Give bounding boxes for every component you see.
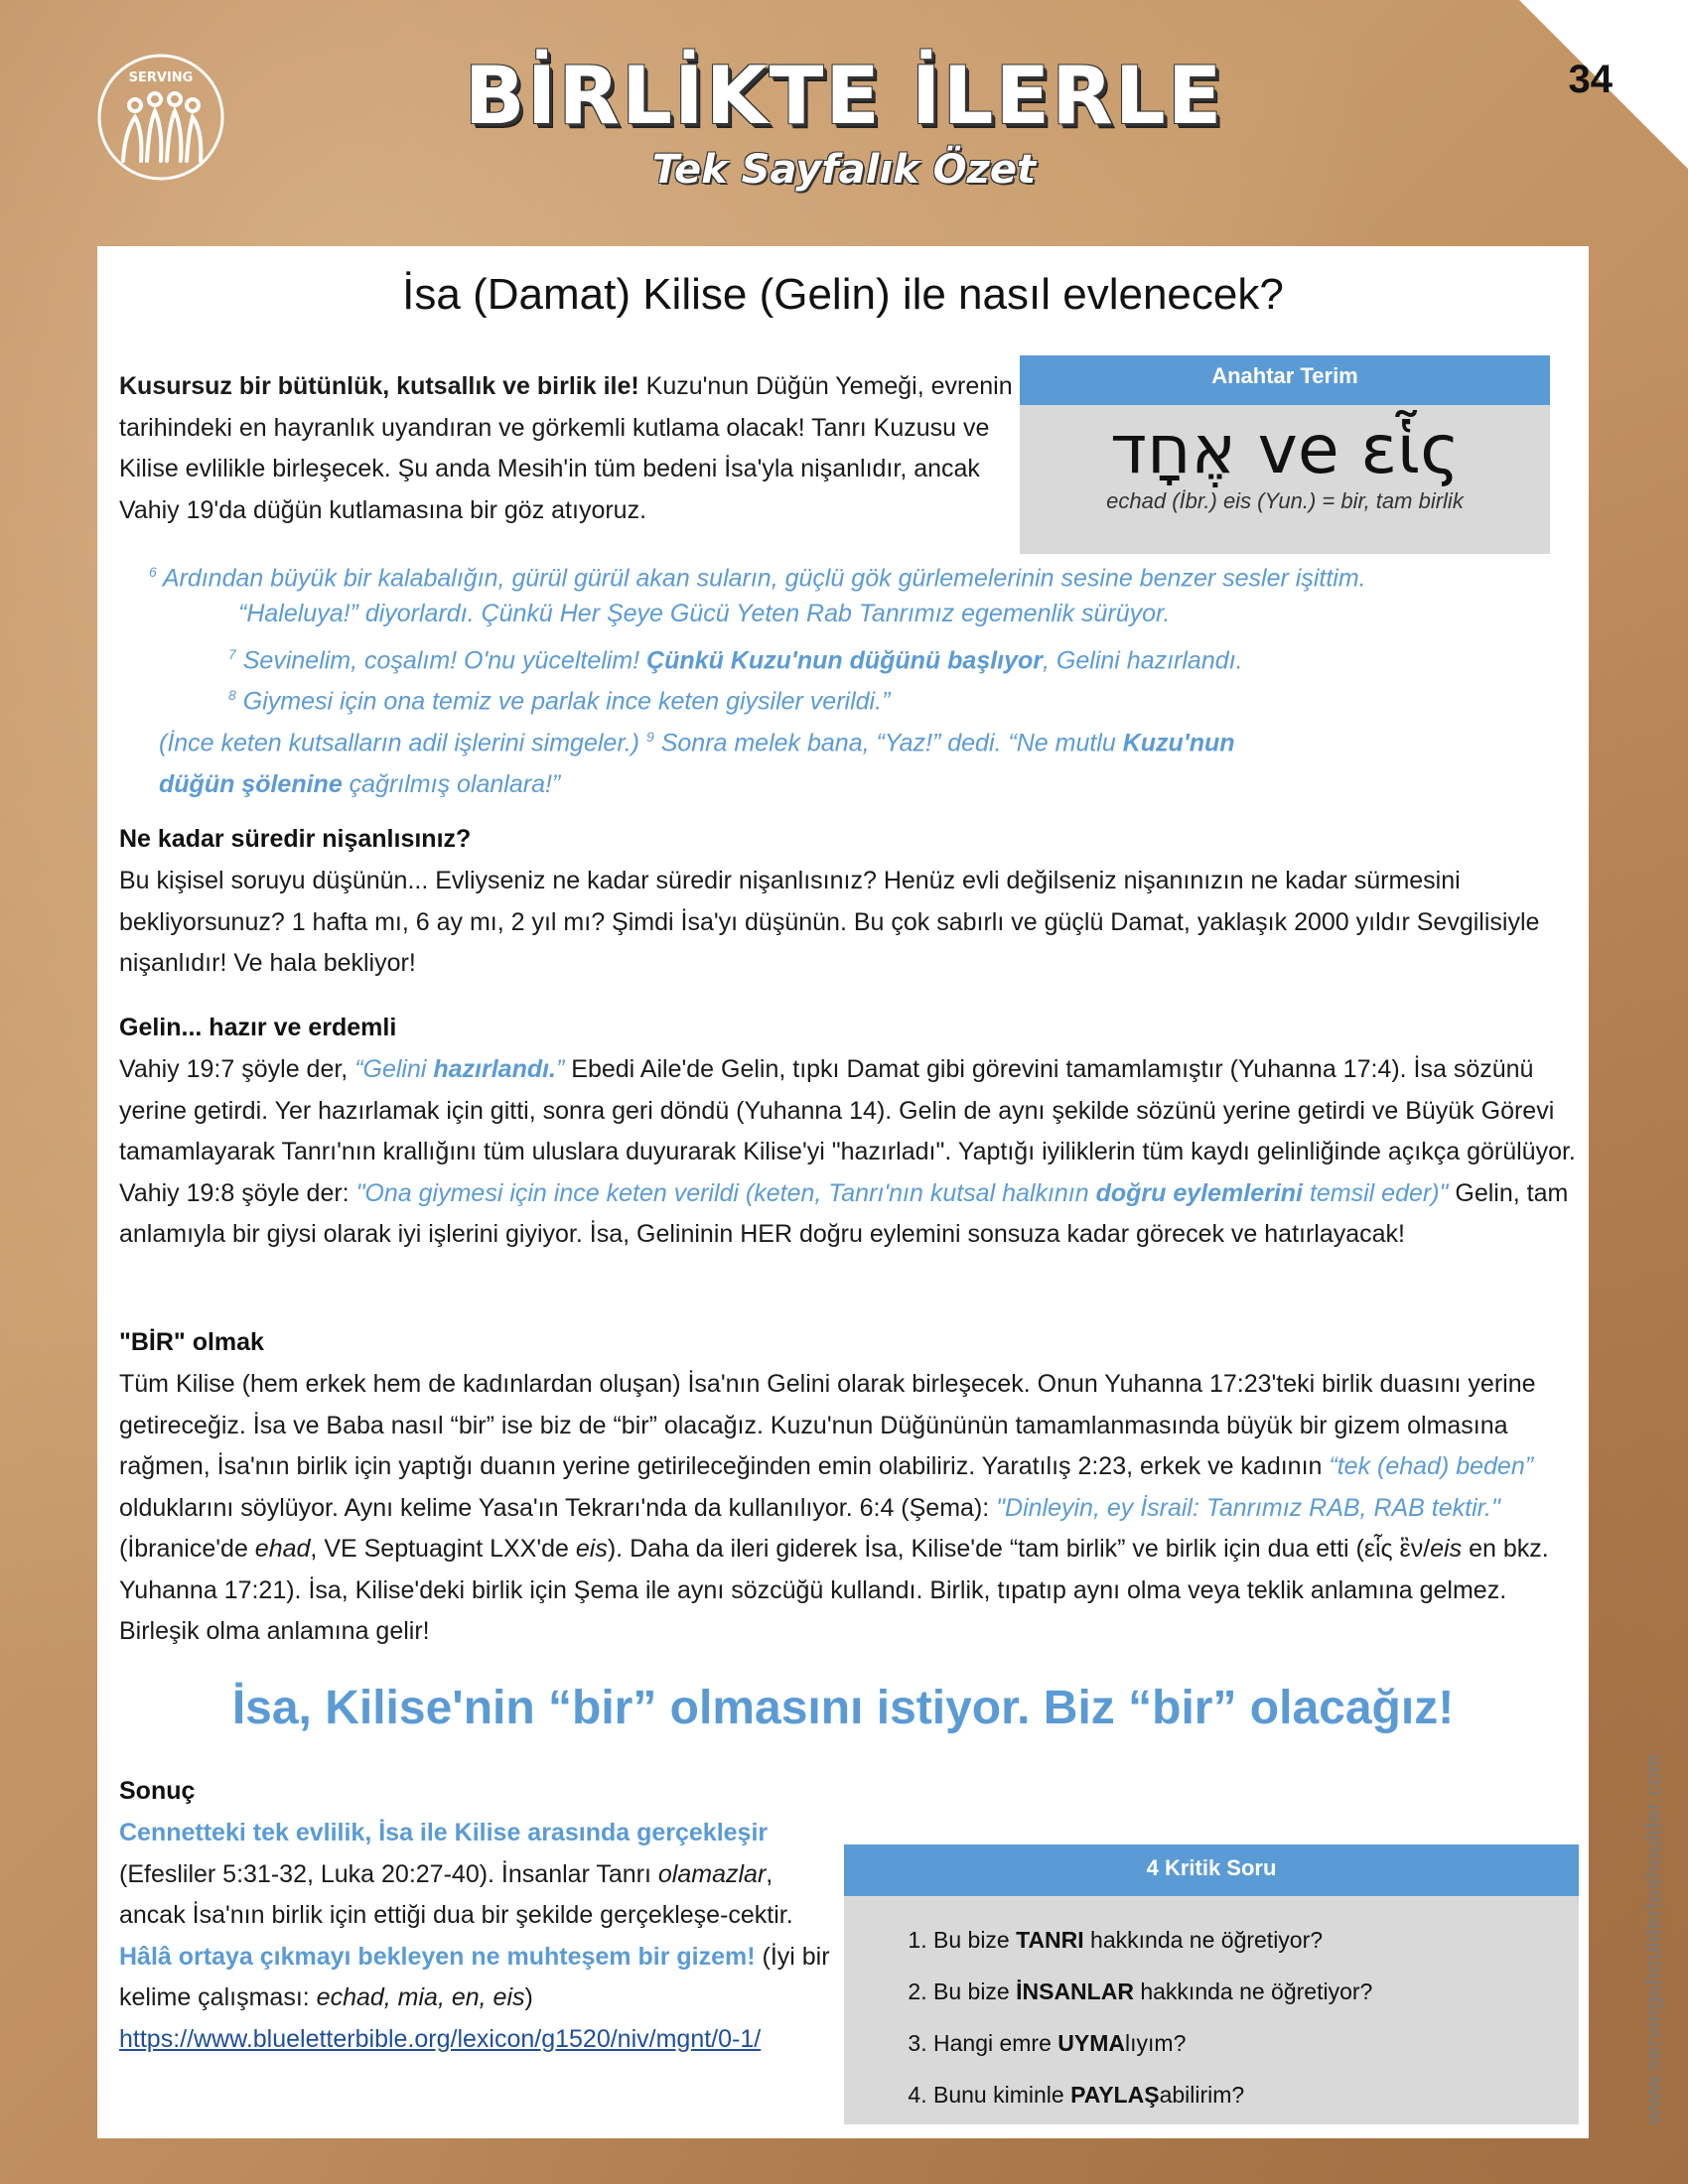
text-run: (İyi bir kelime çalışması:: [119, 1942, 830, 2011]
question-text: Bu bize: [933, 1927, 1017, 1953]
section-one-heading: "BİR" olmak: [119, 1328, 264, 1356]
side-website-url: www.servingshouldertoshoulder.com: [1640, 1753, 1665, 2124]
content-card: [97, 246, 1589, 2138]
verse-text: Sevinelim, coşalım! O'nu yüceltelim!: [242, 646, 647, 675]
section-one-text: [119, 1364, 1579, 1653]
key-term-label: Anahtar Terim: [1020, 355, 1550, 405]
intro-bold: Kusursuz bir bütünlük, kutsallık ve birlik ile!: [119, 372, 639, 400]
verse-number: 9: [645, 729, 654, 745]
verse-text: Ardından büyük bir kalabalığın, gürül gürül akan suların, güçlü gök gürlemelerinin sesine benzer sesler işittim.: [162, 564, 1366, 593]
text-run: , VE Septuagint LXX'de: [310, 1535, 576, 1563]
question-text: hakkında ne öğretiyor?: [1083, 1927, 1324, 1953]
conclusion-text: [119, 1813, 844, 2060]
highlight-run: Cennetteki tek evlilik, İsa ile Kilise arasında gerçekleşir: [119, 1819, 769, 1846]
verse-text: , Gelini hazırlandı.: [1043, 646, 1243, 675]
text-run: Gelin, tam anlamıyla bir giysi olarak iyi işlerini giyiyor. İsa, Gelininin HER doğru eylemini sonsuza kadar görecek ve hatırlayacak!: [119, 1178, 1569, 1248]
text-run: Vahiy 19:7 şöyle der,: [119, 1055, 355, 1083]
key-term-box: [1020, 355, 1550, 554]
quote-run: “tek (ehad) beden”: [1329, 1452, 1534, 1480]
question-item: [933, 2017, 1579, 2069]
question-keyword: PAYLAŞ: [1070, 2082, 1160, 2108]
question-item: [933, 1966, 1579, 2017]
text-run: Ebedi Aile'de Gelin, tıpkı Damat gibi görevini tamamlamıştır (Yuhanna 17:4). İsa sözünü yerine getirdi. Yer hazırlamak için gitti, sonra geri döndü (Yuhanna 14). Gelin de aynı şekilde sözünü yerine getirdi ve Büyük Görevi tamamlayarak Tanrı'nın krallığını tüm uluslara duyurarak Kilise'yi "hazırladı". Yaptığı iyiliklerin tüm kaydı gelinliğinde açıkça görülüyor. Vahiy 19:8 şöyle der:: [119, 1055, 1576, 1207]
section-engaged-text: Bu kişisel soruyu düşünün... Evliyseniz ne kadar süredir nişanlısınız? Henüz evli değilseniz nişanınızın ne kadar sürmesini bekliyorsunuz? 1 hafta mı, 6 ay mı, 2 yıl mı? Şimdi İsa'yı düşünün. Bu çok sabırlı ve güçlü Damat, yaklaşık 2000 yıldır Sevgilisiyle nişanlıdır! Ve hala bekliyor!: [119, 867, 1540, 977]
critical-questions-list: [904, 1914, 1579, 2120]
verse-text: (İnce keten kutsalların adil işlerini simgeler.): [159, 729, 639, 757]
question-item: [933, 1914, 1579, 1966]
verse-number: 7: [228, 646, 236, 662]
page-banner-title: BİRLİKTE İLERLE: [464, 50, 1224, 142]
highlight-run: Hâlâ ortaya çıkmayı bekleyen ne muhteşem bir gizem!: [119, 1942, 756, 1971]
page-number: 34: [1568, 58, 1613, 101]
text-run: (Efesliler 5:31-32, Luka 20:27-40). İnsanlar Tanrı: [119, 1859, 658, 1888]
question-text: Bu bize: [933, 1979, 1017, 2004]
question-item: [933, 2069, 1579, 2120]
verse-number: 8: [228, 687, 236, 703]
question-text: Hangi emre: [933, 2030, 1058, 2056]
italic-run: echad, mia, en, eis: [316, 1983, 525, 2011]
question-text: abilirim?: [1159, 2082, 1245, 2108]
verse-9: [159, 717, 1350, 805]
text-run: , ancak İsa'nın birlik için ettiği dua bir şekilde gerçekleşe-cektir.: [119, 1859, 793, 1929]
key-term-words: אֶחָד ve εἷς: [1110, 411, 1460, 489]
verse-6b: “Haleluya!” diyorlardı. Çünkü Her Şeye Gücü Yeten Rab Tanrımız egemenlik sürüyor.: [238, 600, 1171, 627]
text-run: Tüm Kilise (hem erkek hem de kadınlardan oluşan) İsa'nın Gelini olarak birleşecek. Onun Yuhanna 17:23'teki birlik duasını yerine getireceğiz. İsa ve Baba nasıl “bir” ise biz de “bir” olacağız. Kuzu'nun Düğününün tamamlanmasında büyük bir gizem olmasına rağmen, İsa'nın birlik için yaptığı duanın yerine getirileceğinden emin olabiliriz. Yaratılış 2:23, erkek ve kadının: [119, 1370, 1536, 1480]
italic-run: eis: [575, 1535, 608, 1563]
quote-run: ”: [556, 1055, 565, 1083]
question-text: hakkında ne öğretiyor?: [1133, 1979, 1373, 2004]
svg-text:SERVING: SERVING: [128, 70, 194, 85]
page-title: İsa (Damat) Kilise (Gelin) ile nasıl evlenecek?: [402, 270, 1284, 319]
verse-bold: düğün şölenine: [159, 769, 343, 798]
quote-run: "Ona giymesi için ince keten verildi (keten, Tanrı'nın kutsal halkının: [355, 1178, 1096, 1207]
verse-text: Sonra melek bana, “Yaz!” dedi. “Ne mutlu: [660, 729, 1123, 757]
intro-text: Kuzu'nun Düğün Yemeği, evrenin tarihindeki en hayranlık uyandıran ve görkemli kutlama olacak! Tanrı Kuzusu ve Kilise evlilikle birleşecek. Şu anda Mesih'in tüm bedeni İsa'yla nişanlıdır, ancak Vahiy 19'da düğün kutlamasına bir göz atıyoruz.: [119, 372, 1013, 524]
verse-number: 6: [149, 564, 157, 580]
question-keyword: TANRI: [1016, 1927, 1084, 1953]
page-banner-subtitle: Tek Sayfalık Özet: [651, 147, 1037, 193]
question-text: lıyım?: [1125, 2030, 1187, 2056]
quote-bold-run: hazırlandı.: [433, 1055, 557, 1083]
quote-run: “Gelini: [354, 1055, 434, 1083]
italic-run: ehad: [254, 1535, 311, 1563]
section-engaged-heading: Ne kadar süredir nişanlısınız?: [119, 825, 472, 853]
quote-bold-run: doğru eylemlerini: [1095, 1178, 1303, 1207]
text-run: en bkz. Yuhanna 17:21). İsa, Kilise'deki birlik için Şema ile aynı sözcüğü kullandı. Birlik, tıpatıp aynı olma veya teklik anlamına gelmez. Birleşik olma anlamına gelir!: [119, 1535, 1549, 1645]
quote-run: temsil eder)": [1303, 1178, 1449, 1207]
text-run: (İbranice'de: [119, 1535, 255, 1563]
verse-text: Giymesi için ona temiz ve parlak ince keten giysiler verildi.”: [242, 687, 891, 716]
text-run: ). Daha da ileri giderek İsa, Kilise'de “tam birlik” ve birlik için dua etti (εἷς ἓν/: [607, 1535, 1431, 1563]
verse-6a: [149, 552, 1559, 600]
quote-run: "Dinleyin, ey İsrail: Tanrımız RAB, RAB tektir.": [996, 1493, 1500, 1522]
text-run: olduklarını söylüyor. Aynı kelime Yasa'ın Tekrarı'nda da kullanılıyor. 6:4 (Şema):: [119, 1493, 997, 1522]
verse-bold: Kuzu'nun: [1122, 729, 1235, 757]
critical-questions-box: [844, 1844, 1579, 2124]
text-run: ): [524, 1983, 533, 2011]
verse-8: [228, 675, 1559, 723]
section-bride-heading: Gelin... hazır ve erdemli: [119, 1014, 397, 1041]
conclusion-heading: Sonuç: [119, 1777, 196, 1805]
critical-questions-label: 4 Kritik Soru: [844, 1844, 1579, 1896]
question-text: Bunu kiminle: [933, 2082, 1071, 2108]
verse-text: çağrılmış olanlara!”: [342, 769, 561, 798]
verse-bold: Çünkü Kuzu'nun düğünü başlıyor: [646, 646, 1044, 675]
blueletterbible-link[interactable]: https://www.blueletterbible.org/lexicon/g1520/niv/mgnt/0-1/: [119, 2024, 762, 2053]
slogan: İsa, Kilise'nin “bir” olmasını istiyor. Biz “bir” olacağız!: [231, 1682, 1455, 1734]
italic-run: eis: [1430, 1535, 1463, 1563]
question-keyword: İNSANLAR: [1016, 1979, 1134, 2004]
italic-run: olamazlar: [657, 1859, 767, 1888]
key-term-definition: echad (İbr.) eis (Yun.) = bir, tam birlik: [1106, 488, 1464, 513]
section-bride-text: [119, 1049, 1579, 1256]
question-keyword: UYMA: [1057, 2030, 1126, 2056]
intro-paragraph: [119, 366, 1013, 531]
